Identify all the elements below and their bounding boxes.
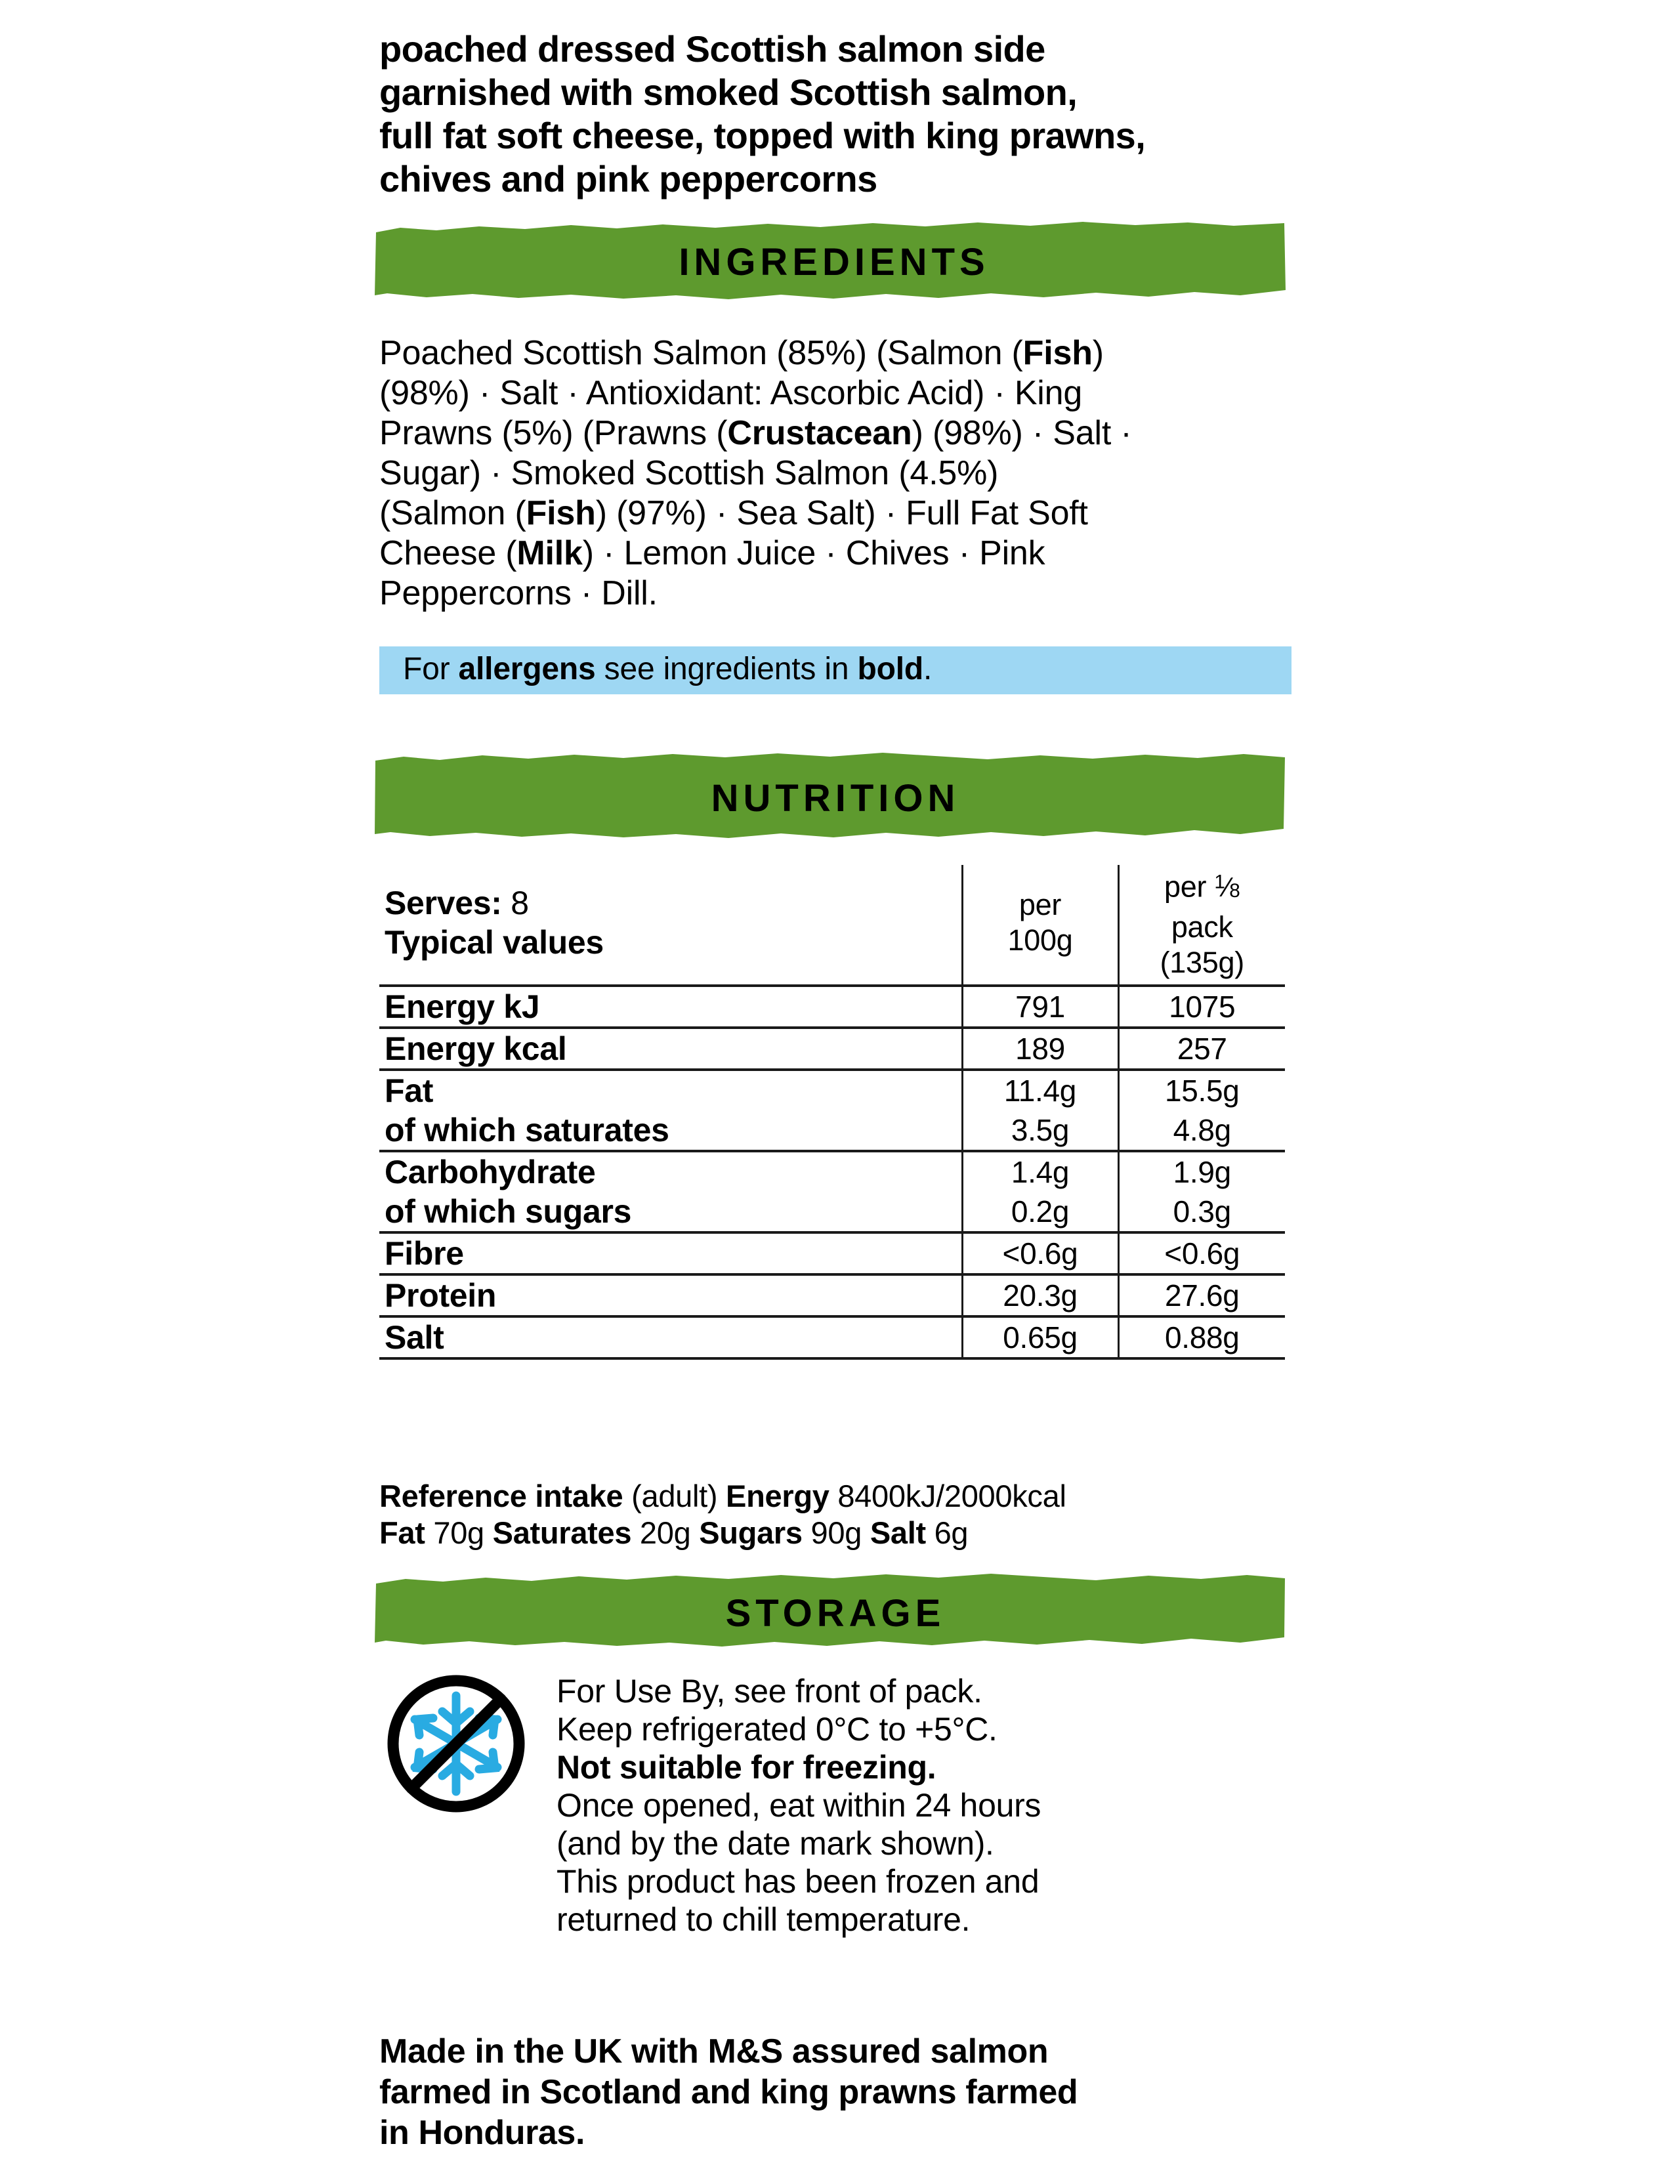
- storage-line: This product has been frozen and: [556, 1863, 1040, 1900]
- nutrition-table-row: [379, 1070, 1285, 1151]
- nutrient-label: Protein: [379, 1274, 962, 1316]
- storage-line: Not suitable for freezing.: [556, 1749, 936, 1786]
- value-per-100g: 11.4g 3.5g: [962, 1070, 1118, 1151]
- storage-banner-title: STORAGE: [725, 1591, 946, 1635]
- ingredients-line: (Salmon (Fish) (97%) · Sea Salt) · Full Fat Soft: [379, 494, 1088, 532]
- no-freezing-icon: [385, 1672, 528, 1815]
- ingredients-line: Prawns (5%) (Prawns (Crustacean) (98%) · Salt ·: [379, 414, 1132, 452]
- nutrition-table-row: [379, 1274, 1285, 1316]
- origin-statement: [379, 2031, 1298, 2153]
- ingredients-banner-title: INGREDIENTS: [679, 240, 990, 284]
- origin-line: Made in the UK with M&S assured salmon: [379, 2032, 1049, 2070]
- value-per-100g: 0.65g: [962, 1316, 1118, 1358]
- origin-line: farmed in Scotland and king prawns farmed: [379, 2073, 1078, 2111]
- column-header-per-pack: per $^1$⁄8 pack (135g): [1118, 865, 1285, 986]
- value-per-100g: 791: [962, 986, 1118, 1028]
- serves-and-typical-values: [379, 865, 962, 986]
- value-per-pack: <0.6g: [1118, 1232, 1285, 1274]
- value-per-pack: 257: [1118, 1028, 1285, 1070]
- reference-intake-line: Reference intake (adult) Energy 8400kJ/2000kcal: [379, 1479, 1066, 1513]
- value-per-pack: 1.9g 0.3g: [1118, 1151, 1285, 1232]
- ingredients-line: Peppercorns · Dill.: [379, 574, 658, 612]
- value-per-pack: 15.5g 4.8g: [1118, 1070, 1285, 1151]
- allergen-notice-bar: [379, 646, 1292, 694]
- storage-line: For Use By, see front of pack.: [556, 1673, 982, 1710]
- nutrient-label: Fibre: [379, 1232, 962, 1274]
- nutrient-label: Fat of which saturates: [379, 1070, 962, 1151]
- product-description-line: full fat soft cheese, topped with king prawns,: [379, 115, 1146, 156]
- nutrition-table-row: [379, 1316, 1285, 1358]
- value-per-pack: 0.88g: [1118, 1316, 1285, 1358]
- storage-line: returned to chill temperature.: [556, 1901, 971, 1938]
- nutrition-table-header-row: [379, 865, 1285, 986]
- value-per-pack: 1075: [1118, 986, 1285, 1028]
- value-per-100g: 20.3g: [962, 1274, 1118, 1316]
- origin-line: in Honduras.: [379, 2114, 585, 2152]
- ingredients-text: [379, 333, 1298, 614]
- nutrient-label: Energy kcal: [379, 1028, 962, 1070]
- nutrition-table-row: [379, 986, 1285, 1028]
- nutrition-table-row: [379, 1232, 1285, 1274]
- ingredients-line: Sugar) · Smoked Scottish Salmon (4.5%): [379, 454, 999, 492]
- storage-instructions: [556, 1672, 1285, 1939]
- storage-line: Keep refrigerated 0°C to +5°C.: [556, 1711, 998, 1748]
- product-description-line: chives and pink peppercorns: [379, 158, 877, 200]
- value-per-100g: 1.4g 0.2g: [962, 1151, 1118, 1232]
- product-description: [379, 28, 1298, 201]
- allergen-notice-text: For allergens see ingredients in bold.: [403, 652, 933, 686]
- product-description-line: garnished with smoked Scottish salmon,: [379, 72, 1078, 113]
- nutrient-label: Energy kJ: [379, 986, 962, 1028]
- reference-intake-line: Fat 70g Saturates 20g Sugars 90g Salt 6g: [379, 1515, 969, 1550]
- typical-values-line: Typical values: [385, 923, 604, 961]
- ingredients-banner: [374, 222, 1286, 299]
- nutrition-table-row: [379, 1028, 1285, 1070]
- value-per-100g: 189: [962, 1028, 1118, 1070]
- column-header-per-100g: per 100g: [962, 865, 1118, 986]
- product-description-line: poached dressed Scottish salmon side: [379, 28, 1045, 70]
- ingredients-line: (98%) · Salt · Antioxidant: Ascorbic Acid) · King: [379, 374, 1083, 412]
- value-per-pack: 27.6g: [1118, 1274, 1285, 1316]
- nutrient-label: Carbohydrate of which sugars: [379, 1151, 962, 1232]
- storage-banner: [374, 1572, 1286, 1649]
- storage-line: Once opened, eat within 24 hours: [556, 1787, 1041, 1824]
- nutrition-banner: [374, 751, 1286, 840]
- reference-intake-text: [379, 1478, 1298, 1551]
- ingredients-line: Poached Scottish Salmon (85%) (Salmon (Fish): [379, 334, 1104, 372]
- nutrition-banner-title: NUTRITION: [711, 777, 960, 820]
- serves-line: Serves: 8: [385, 884, 529, 921]
- storage-line: (and by the date mark shown).: [556, 1825, 994, 1862]
- nutrient-label: Salt: [379, 1316, 962, 1358]
- ingredients-line: Cheese (Milk) · Lemon Juice · Chives · Pink: [379, 534, 1045, 572]
- value-per-100g: <0.6g: [962, 1232, 1118, 1274]
- nutrition-table-row: [379, 1151, 1285, 1232]
- nutrition-table: [379, 865, 1285, 1360]
